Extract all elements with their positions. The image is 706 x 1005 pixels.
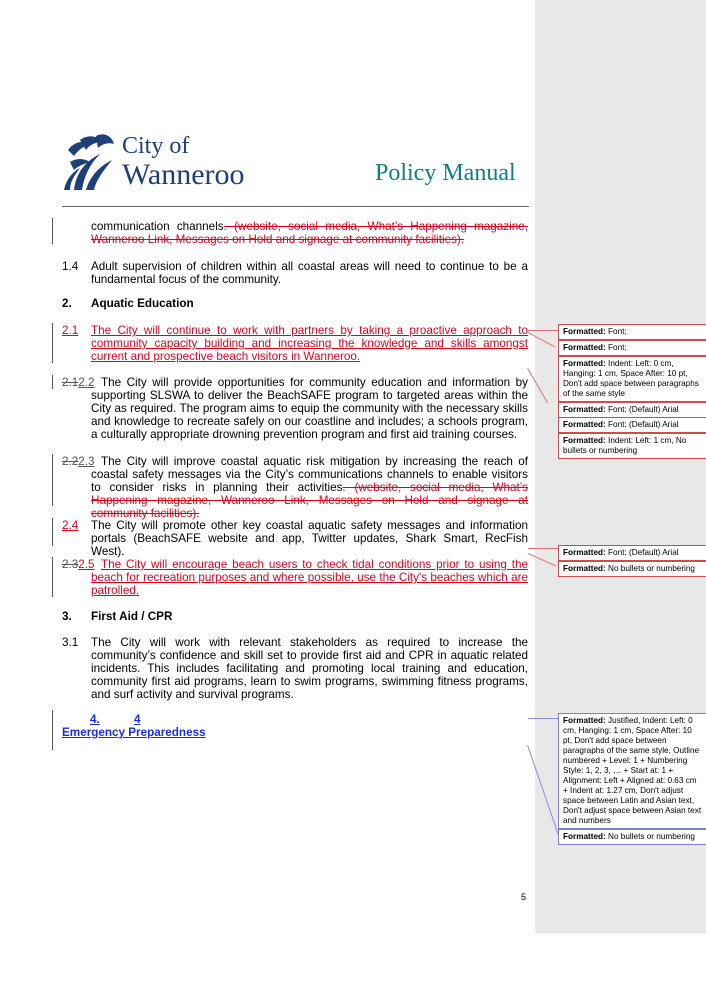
header-divider (62, 206, 529, 207)
paragraph-number: 1.4 (62, 260, 79, 273)
change-bar (52, 710, 53, 750)
paragraph-2-3: The City will improve coastal aquatic risk mitigation by increasing the reach of coastal safety messages via the City’s communications channels to enable visitors to consider risks in planning their activities. (website, social media, What’s Happening magazine, Wanneroo Link, Messages on Hold and signage at community facilities). (91, 455, 528, 520)
paragraph-2-1: The City will continue to work with partners by taking a proactive approach to community capacity building and increasing the knowledge and skills amongst current and prospective beach visitors in Wanneroo. (91, 324, 528, 363)
paragraph-3-1: The City will work with relevant stakeholders as required to increase the community’s confidence and skill set to provide first aid and CPR in aquatic related incidents. This includes facilitating and promoting local training and education, community first aid programs, learn to swim programs, swimming fitness programs, and surf activity and survival programs. (91, 636, 528, 701)
change-bar (52, 454, 53, 506)
comment-bubble[interactable]: Formatted: Font: (558, 340, 706, 356)
paragraph-1-4: Adult supervision of children within all coastal areas will need to continue to be a fundamental focus of the community. (91, 260, 528, 286)
change-bar (52, 518, 53, 546)
comment-connector (528, 718, 558, 719)
section-number: 3. (62, 610, 72, 623)
change-bar (52, 375, 53, 389)
comment-bubble[interactable]: Formatted: Indent: Left: 0 cm, Hanging: 1 cm, Space After: 10 pt, Don't add space between paragraphs of the same style (558, 356, 706, 402)
section-number: 2. (62, 297, 72, 310)
section-heading-aquatic-education: Aquatic Education (91, 297, 194, 310)
comment-bubble[interactable]: Formatted: Font: (Default) Arial (558, 417, 706, 433)
paragraph-communication-channels: communication channels. (website, social media, What’s Happening magazine, Wanneroo Link, Messages on Hold and signage at community facilities). (91, 220, 528, 246)
comment-bubble[interactable]: Formatted: No bullets or numbering (558, 561, 706, 577)
comment-bubble[interactable]: Formatted: Font: (Default) Arial (558, 402, 706, 418)
comment-bubble[interactable]: Formatted: Indent: Left: 1 cm, No bullets or numbering (558, 433, 706, 459)
comment-bubble[interactable]: Formatted: Font: (Default) Arial (558, 545, 706, 561)
comment-connector (528, 330, 558, 331)
comment-connector (528, 548, 558, 549)
paragraph-number: 2.1 (62, 324, 79, 337)
policy-manual-title: Policy Manual (375, 160, 516, 186)
change-bar (52, 557, 53, 597)
logo-city-text: City of (122, 133, 190, 159)
paragraph-number: 2.12.2 (62, 376, 95, 389)
change-bar (52, 218, 53, 244)
deleted-text: . (website, social media, What’s Happening magazine, Wanneroo Link, Messages on Hold and signage at community facilities). (91, 220, 528, 246)
section-heading-first-aid: First Aid / CPR (91, 610, 173, 623)
logo-wanneroo-text: Wanneroo (122, 158, 245, 191)
comment-bubble[interactable]: Formatted: Font: (558, 324, 706, 340)
paragraph-2-5: The City will encourage beach users to check tidal conditions prior to using the beach for recreation purposes and where possible, use the City's beaches which are patrolled. (91, 558, 528, 597)
paragraph-2-4: The City will promote other key coastal aquatic safety messages and information portals (BeachSAFE website and app, Twitter updates, Shark Smart, RecFish West). (91, 519, 528, 558)
change-bar (52, 323, 53, 363)
paragraph-number: 2.32.5 (62, 558, 95, 571)
section-heading-emergency-preparedness: Emergency Preparedness (62, 726, 206, 739)
deleted-text: . (website, social media, What’s Happening magazine, Wanneroo Link, Messages on Hold and signage at community facilities). (91, 481, 528, 520)
paragraph-number: 3.1 (62, 636, 79, 649)
comment-bubble[interactable]: Formatted: Justified, Indent: Left: 0 cm, Hanging: 1 cm, Space After: 10 pt, Don't add space between paragraphs of the same style, Outline numbered + Level: 1 + Numbering Style: 1, 2, 3, … + Start at: 1 + Alignment: Left + Aligned at: 0.63 cm + Indent at: 1.27 cm, Don't adjust space between Latin and Asian text, Don't adjust space between Asian text and numbers (558, 713, 706, 829)
paragraph-number: 2.4 (62, 519, 79, 532)
paragraph-2-2: The City will provide opportunities for community education and information by supporting SLSWA to deliver the BeachSAFE program to targeted areas within the City as required. The program aims to equip the community with the necessary skills and knowledge to recreate safely on our coastline and includes; a schools program, a culturally appropriate drowning prevention program and first aid training courses. (91, 376, 528, 441)
comment-bubble[interactable]: Formatted: No bullets or numbering (558, 829, 706, 845)
paragraph-number: 2.22.3 (62, 455, 95, 468)
section-number: 4. 4 (90, 713, 141, 726)
page-number: 5 (521, 892, 527, 902)
